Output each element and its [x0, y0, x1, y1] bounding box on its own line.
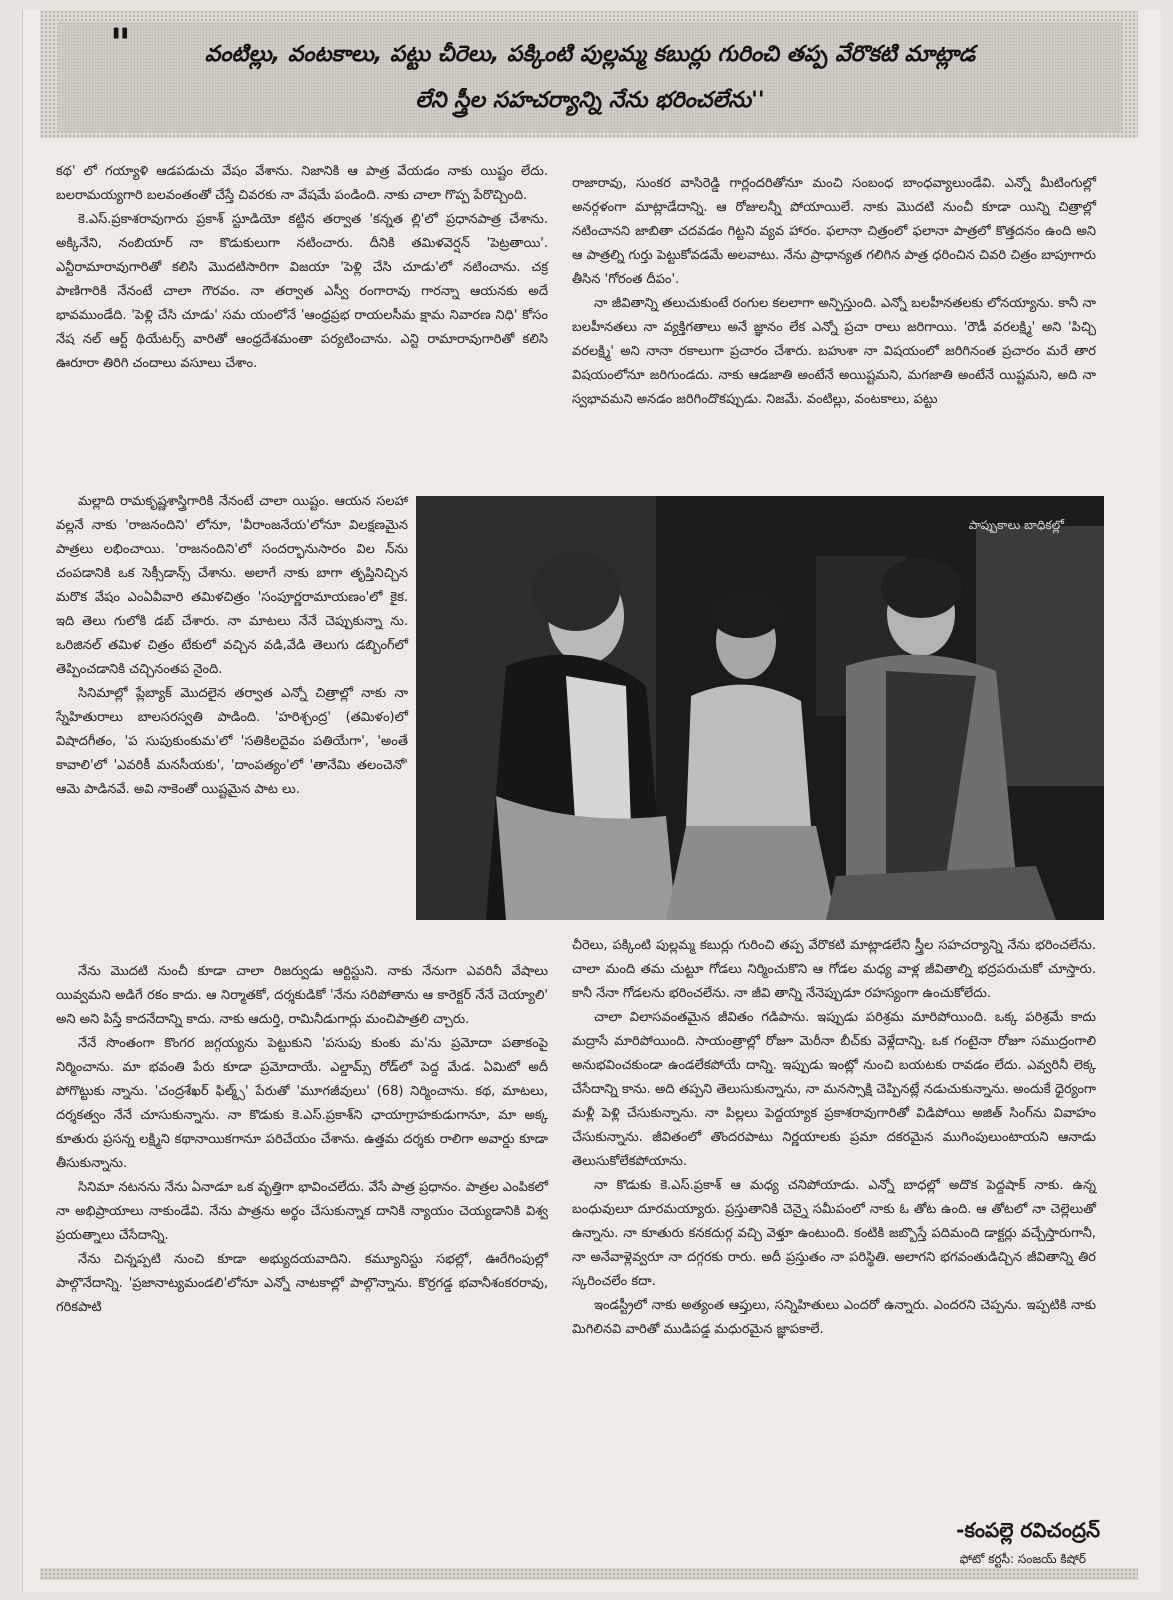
paragraph: ఇండస్ట్రీలో నాకు అత్యంత ఆప్తులు, సన్నిహితులు ఎందరో ఉన్నారు. ఎందరని చెప్పను. ఇప్పటికి నాకు మిగిలినవి వారితో ముడిపడ్డ మధురమైన జ్ఞాపకాలే.: [572, 1298, 1096, 1337]
paragraph: నేనే సొంతంగా కొంగర జగ్గయ్యను పెట్టుకుని 'పసుపు కుంకు మ'ను ప్రమోదా పతాకంపై నిర్మించాను. మా భవంతి పేరు కూడా ప్రమోదాయే. ఎల్డామ్స్ రోడ్‌లో పెద్ద మేడ. ఏమిటో అదీ పోగొట్టుకు న్నాను. 'చంద్రశేఖర్ ఫిల్మ్స్' పేరుతో 'మూగజీవులు' (68) నిర్మించాను. కథ, మాటలు, దర్శకత్వం నేనే చూసుకున్నాను. నా కొడుకు కె.ఎస్.ప్రకాశ్‌ని ఛాయాగ్రాహకుడుగానూ, మా అక్క కూతురు ప్రసన్న లక్ష్మిని కథానాయికగానూ పరిచేయం చేశాను. ఉత్తమ దర్శకు రాలిగా అవార్డు కూడా తీసుకున్నాను.: [56, 1036, 548, 1171]
paragraph: కె.ఎస్.ప్రకాశరావుగారు ప్రకాశ్ స్టూడియో కట్టిన తర్వాత 'కన్నత ల్లి'లో ప్రధానపాత్ర చేశాను. అక్కినేని, నంబియార్ నా కొడుకులుగా నటించారు. దీనికి తమిళవెర్షన్ 'పెట్రతాయి'. ఎన్టీరామారావుగారితో కలిసి మొదటిసారిగా విజయా 'పెళ్లి చేసి చూడు'లో నటించాను. చక్ర పాణిగారికి నేనంటే చాలా గౌరవం. నా తర్వాత ఎస్వీ రంగారావు గారన్నా ఆయనకు అదే భావముండేది. 'పెళ్లి చేసి చూడు' సమ యంలోనే 'ఆంధ్రప్రభ రాయలసీమ క్షామ నివారణ నిధి' కోసం నేష నల్ ఆర్ట్ థియేటర్స్ వారితో ఆంధ్రదేశమంతా పర్యటించాను. ఎన్టి రామారావుగారితో కలిసి ఊరూరా తిరిగి చందాలు వసూలు చేశాం.: [56, 212, 548, 371]
open-quote-mark: ": [110, 20, 131, 67]
right-column-top: [572, 172, 1096, 412]
pull-quote-line-1: వంటిల్లు, వంటకాలు, పట్టు చీరెలు, పక్కింటి పుల్లమ్మ కబుర్లు గురించి తప్ప వేరొకటి మాట్లాడ: [204, 42, 976, 67]
paragraph: నేను మొదటి నుంచీ కూడా చాలా రిజర్వుడు ఆర్టిస్టుని. నాకు నేనుగా ఎవరినీ వేషాలు యివ్వమని అడిగే రకం కాదు. ఆ నిర్మాతకో, దర్శకుడికో 'నేను సరిపోతాను ఆ కారెక్టర్ నేనే చెయ్యాలి' అని అని పిస్తే కాదనేదాన్ని కాదు. నాకు ఆదుర్తి, రామినీడుగార్లు మంచిపాత్రలి చ్చారు.: [56, 964, 548, 1027]
left-column-bottom: [56, 960, 548, 1320]
film-still-photo: [416, 496, 1104, 920]
pull-quote-line-2: లేని స్త్రీల సహచర్యాన్ని నేను భరించలేను'': [415, 88, 765, 113]
paragraph: సినిమాల్లో ప్లేబ్యాక్ మొదలైన తర్వాత ఎన్నో చిత్రాల్లో నాకు నా స్నేహితురాలు బాలసరస్వతి పాడింది. 'హరిశ్చంద్ర' (తమిళం)లో విషాదగీతం, 'ప సుపుకుంకుమ'లో 'సతికిలదైవం పతియేగా', 'అంతే కావాలి'లో 'ఎవరికీ మనసీయకు', 'దాంపత్యం'లో 'తానేమి తలంచెనో' ఆమె పాడినవే. అవి నాకెంతో యిష్టమైన పాట లు.: [56, 686, 408, 797]
left-column-top: [56, 160, 548, 376]
paragraph: నేను చిన్నప్పటి నుంచి కూడా అభ్యుదయవాదిని. కమ్యూనిస్టు సభల్లో, ఊరేగింపుల్లో పాల్గొనేదాన్ని. 'ప్రజానాట్యమండలి'లోనూ ఎన్నో నాటకాల్లో పాల్గొన్నాను. కొర్రగడ్డ భవానీశంకరరావు, గరికపాటి: [56, 1252, 548, 1315]
paragraph: నా కొడుకు కె.ఎస్.ప్రకాశ్ ఆ మధ్య చనిపోయాడు. ఎన్నో బాధల్లో అదొక పెద్దషాక్ నాకు. ఉన్న బంధువులూ దూరమయ్యారు. ప్రస్తుతానికి చెన్నై సమీపంలో నాకు ఓ తోట ఉంది. ఆ తోటలో నా చెల్లెలుతో ఉన్నాను. నా కూతురు కనకదుర్గ వచ్చి వెళ్తూ ఉంటుంది. కంటికి జబ్బొస్తే పదిమంది డాక్టర్లు వచ్చేస్తారుగానీ, నా అనేవాళ్లెవ్వరూ నా దగ్గరకు రారు. అదీ ప్రస్తుతం నా పరిస్థితి. అలాగని భగవంతుడిచ్చిన జీవితాన్ని తిర స్కరించలేం కదా.: [572, 1178, 1096, 1289]
paragraph: చీరెలు, పక్కింటి పుల్లమ్మ కబుర్లు గురించి తప్ప వేరొకటి మాట్లాడలేని స్త్రీల సహచర్యాన్ని నేను భరించలేను. చాలా మంది తమ చుట్టూ గోడలు నిర్మించుకొని ఆ గోడల మధ్య వాళ్ల జీవితాల్ని భద్రపరుచుకో చూస్తారు. కానీ నేనా గోడలను భరించలేను. నా జీవి తాన్ని నేనెప్పుడూ రహస్యంగా ఉంచుకోలేదు.: [572, 938, 1096, 1001]
paragraph: నా జీవితాన్ని తలుచుకుంటే రంగుల కలలాగా అన్పిస్తుంది. ఎన్నో బలహీనతలకు లోనయ్యాను. కానీ నా బలహీనతలు నా వ్యక్తిగతాలు అనే జ్ఞానం లేక ఎన్నో ప్రచా రాలు జరిగాయి. 'రౌడీ వరలక్ష్మి' అని 'పిచ్చి వరలక్ష్మి' అని నానా రకాలుగా ప్రచారం చేశారు. బహుశా నా విషయంలో జరిగినంత ప్రచారం మరే తార విషయంలోనూ జరిగుండదు. నాకు ఆడజాతి అంటేనే అయిష్టమని, మగజాతి అంటేనే యిష్టమని, అది నా స్వభావమని అనడం జరిగిందొకప్పుడు. నిజమే. వంటిల్లు, వంటకాలు, పట్టు: [572, 296, 1096, 407]
paragraph: రాజారావు, సుంకర వాసిరెడ్డి గార్లందరితోనూ మంచి సంబంధ బాంధవ్యాలుండేవి. ఎన్నో మీటింగుల్లో అనర్గళంగా మాట్లాడేదాన్ని. ఆ రోజులన్నీ పోయాయిలే. నాకు మొదటి నుంచీ కూడా యిన్ని చిత్రాల్లో నటించానని జాబితా చదవడం గిట్టని వ్యవ హారం. ఫలానా చిత్రంలో ఫలానా పాత్రలో కొత్తదనం ఉంది అని ఆ పాత్రల్ని గుర్తు పెట్టుకోవడమే అలవాటు. నేను ప్రాధాన్యత గలిగిన పాత్ర ధరించిన చివరి చిత్రం బాపూగారు తీసిన 'గోరంత దీపం'.: [572, 176, 1096, 287]
paragraph: కథ' లో గయ్యాళి ఆడపడుచు వేషం వేశాను. నిజానికి ఆ పాత్ర వేయడం నాకు యిష్టం లేదు. బలరామయ్యగారి బలవంతంతో చేస్తే చివరకు నా వేషమే పండింది. నాకు చాలా గొప్ప పేరొచ్చింది.: [56, 164, 548, 203]
author-signature: -కంపల్లె రవిచంద్రన్: [956, 1518, 1100, 1542]
pull-quote-banner: [58, 22, 1122, 132]
paragraph: సినిమా నటనను నేను ఏనాడూ ఒక వృత్తిగా భావించలేదు. వేసే పాత్ర ప్రధానం. పాత్రల ఎంపికలో నా అభిప్రాయాలు నాకుండేవి. నేను పాత్రను అర్థం చేసుకున్నాక దానికి న్యాయం చెయ్యడానికి విశ్వ ప్రయత్నాలు చేసేదాన్ని.: [56, 1180, 548, 1243]
photo-credit: ఫోటో కర్టసీ: సంజయ్ కిషోర్: [959, 1552, 1086, 1566]
photo-figures: [416, 496, 1104, 920]
paragraph: మల్లాది రామకృష్ణశాస్త్రిగారికి నేనంటే చాలా యిష్టం. ఆయన సలహా వల్లనే నాకు 'రాజనందిని' లోనూ, 'వీరాంజనేయ'లోనూ విలక్షణమైన పాత్రలు లభించాయి. 'రాజనందిని'లో సందర్భానుసారం విల న్‌ను చంపడానికి ఒక సెక్సీడాన్స్ చేశాను. అలాగే నాకు బాగా తృప్తినిచ్చిన మరొక వేషం ఎంఏవీవారి తమిళచిత్రం 'సంపూర్ణరామాయణం'లో కైక. ఇది తెలు గులోకి డబ్ చేశారు. నా మాటలు నేనే చెప్పుకున్నా ను. ఒరిజినల్ తమిళ చిత్రం టేకులో వచ్చిన వడి,వేడి తెలుగు డబ్బింగ్‌లో తెప్పించడానికి చచ్చినంతప నైంది.: [56, 494, 408, 677]
paragraph: చాలా విలాసవంతమైన జీవితం గడిపాను. ఇప్పుడు పరిశ్రమ మారిపోయింది. ఒక్క పరిశ్రమే కాదు మద్రాసే మారిపోయింది. సాయంత్రాల్లో రోజూ మెరీనా బీచ్‌కు వెళ్లేదాన్ని. ఒక గంటైనా రోజూ సముద్రంగాలి అనుభవించకుండా ఉండలేకపోయే దాన్ని. ఇప్పుడు ఇంట్లో నుంచి బయటకు రావడం లేదు. ఎవ్వరినీ లెక్క చేసేదాన్ని కాను. అది తప్పని తెలుసుకున్నాను, నా మనస్సాక్షి చెప్పినట్లే నడుచుకున్నాను. అందుకే ధైర్యంగా మళ్లీ పెళ్లి చేసుకున్నాను. నా పిల్లలు పెద్దయ్యాక ప్రకాశరావుగారితో విడిపోయి అజిత్ సింగ్‌ను వివాహం చేసుకున్నాను. జీవితంలో తొందరపాటు నిర్ణయాలకు ప్రమా దకరమైన ముగింపులుంటాయని ఆనాడు తెలుసుకోలేకపోయాను.: [572, 1010, 1096, 1169]
right-column-bottom: [572, 934, 1096, 1342]
photo-inset-caption: పాప్పుకాలు బాధికల్లో: [968, 518, 1064, 532]
bottom-dot-band: [40, 1568, 1138, 1580]
left-column-narrow: [56, 490, 408, 802]
